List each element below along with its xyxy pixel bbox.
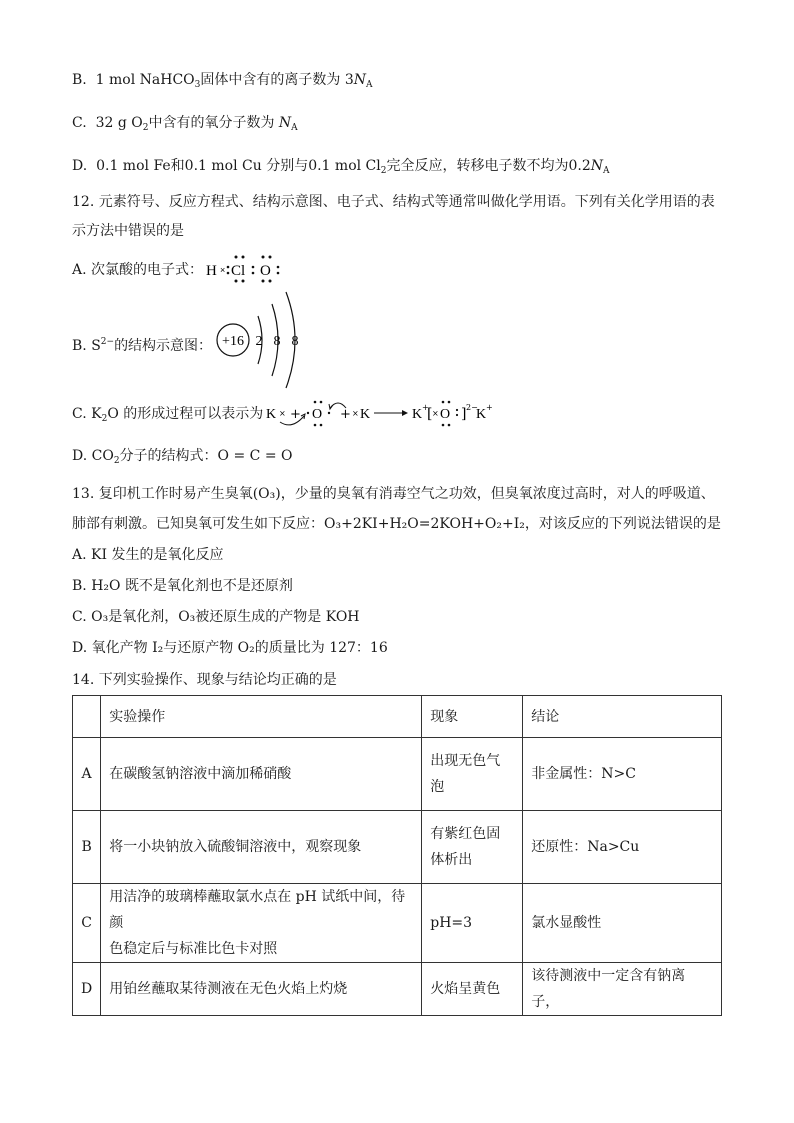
row-option: B <box>73 811 101 884</box>
shell-electrons-3: 8 <box>291 334 299 349</box>
svg-text:]: ] <box>461 406 467 422</box>
option-label: C. <box>72 115 87 131</box>
row-phenomenon: 火焰呈黄色 <box>422 963 523 1016</box>
svg-text:×: × <box>220 265 226 275</box>
experiment-table <box>72 695 722 1016</box>
svg-text:+: + <box>340 407 351 422</box>
svg-text:K: K <box>266 407 277 422</box>
q12-stem-line2: 示方法中错误的是 <box>72 223 184 239</box>
q12-option-b: B. $S^{2-}$的结构示意图： <box>72 337 213 354</box>
q13-stem-line2: 肺部有刺激。已知臭氧可发生如下反应：O₃+2KI+H₂O=2KOH+O₂+I₂，对该反应的下列说法错误的是 <box>72 516 721 532</box>
nucleus-charge: +16 <box>222 334 244 349</box>
hclo-electron-formula <box>206 253 286 285</box>
shell-electrons-2: 8 <box>273 334 281 349</box>
option-label: D. <box>72 158 88 174</box>
table-header-row <box>73 696 722 738</box>
svg-text:×: × <box>432 409 439 418</box>
svg-text:Cl: Cl <box>231 263 246 279</box>
option-label: B. <box>72 72 87 88</box>
table-row <box>73 738 722 811</box>
q11-option-c: C. 32 g $O_2$中含有的氧分子数为 $N_A$ <box>72 115 298 133</box>
q12-option-a: A. 次氯酸的电子式： <box>72 262 204 278</box>
shell-electrons-1: 2 <box>255 334 263 349</box>
row-option: A <box>73 738 101 811</box>
q13-stem-line1: 13. 复印机工作时易产生臭氧(O₃)，少量的臭氧有消毒空气之功效，但臭氧浓度过高时，对人的呼吸道、 <box>72 486 715 502</box>
svg-text:×: × <box>279 409 286 418</box>
row-conclusion: 非金属性：N>C <box>523 738 722 811</box>
row-phenomenon: pH=3 <box>422 884 523 963</box>
svg-text:2−: 2− <box>466 403 478 412</box>
q12-option-c: C. $K_2O$ 的形成过程可以表示为 <box>72 406 264 424</box>
header-phenomenon: 现象 <box>422 696 523 738</box>
svg-text:+: + <box>486 403 493 412</box>
row-operation: 将一小块钠放入硫酸铜溶液中，观察现象 <box>101 811 422 884</box>
q13-option-d: D. 氧化产物 I₂与还原产物 O₂的质量比为 127：16 <box>72 640 388 656</box>
table-row <box>73 884 722 963</box>
row-phenomenon: 有紫红色固 体析出 <box>422 811 523 884</box>
electron-dots <box>206 253 286 285</box>
q13-option-b: B. H₂O 既不是氧化剂也不是还原剂 <box>72 578 293 594</box>
k2o-formation-diagram <box>266 394 506 430</box>
svg-text:O: O <box>312 407 323 422</box>
sulfide-structure-diagram <box>214 290 314 390</box>
svg-text:[: [ <box>427 406 433 422</box>
q12-stem-line1: 12. 元素符号、反应方程式、结构示意图、电子式、结构式等通常叫做化学用语。下列有关化学用语的表 <box>72 194 715 210</box>
row-conclusion: 还原性：Na>Cu <box>523 811 722 884</box>
header-conclusion: 结论 <box>523 696 722 738</box>
svg-text:+: + <box>422 403 429 412</box>
table-row <box>73 963 722 1016</box>
row-operation: 用铂丝蘸取某待测液在无色火焰上灼烧 <box>101 963 422 1016</box>
row-option: D <box>73 963 101 1016</box>
table-row <box>73 811 722 884</box>
svg-text:O: O <box>440 407 451 422</box>
svg-text:K: K <box>476 407 487 422</box>
q14-stem: 14. 下列实验操作、现象与结论均正确的是 <box>72 672 337 688</box>
row-option: C <box>73 884 101 963</box>
atomic-structure <box>214 290 314 390</box>
q13-option-c: C. O₃是氧化剂，O₃被还原生成的产物是 KOH <box>72 609 360 625</box>
q11-option-d: D. 0.1 mol Fe和0.1 mol Cu 分别与0.1 mol $Cl_2$完全反应，转移电子数不均为$0.2N_A$ <box>72 158 610 176</box>
q11-option-b: B. 1 mol NaHCO$_3$固体中含有的离子数为 $3N_A$ <box>72 72 373 90</box>
svg-text:×: × <box>352 409 359 418</box>
row-conclusion: 该待测液中一定含有钠离子， <box>523 963 722 1016</box>
row-conclusion: 氯水显酸性 <box>523 884 722 963</box>
q13-option-a: A. KI 发生的是氧化反应 <box>72 547 224 563</box>
header-operation: 实验操作 <box>101 696 422 738</box>
svg-text:H: H <box>206 263 217 279</box>
svg-text:+: + <box>290 407 301 422</box>
formation-process <box>266 394 506 430</box>
svg-text:K: K <box>412 407 423 422</box>
header-option <box>73 696 101 738</box>
svg-text:O: O <box>260 263 271 279</box>
row-phenomenon: 出现无色气 泡 <box>422 738 523 811</box>
q12-option-d: D. $CO_2$分子的结构式：O = C = O <box>72 448 293 466</box>
row-operation: 用洁净的玻璃棒蘸取氯水点在 pH 试纸中间，待颜 色稳定后与标准比色卡对照 <box>101 884 422 963</box>
svg-text:K: K <box>360 407 371 422</box>
row-operation: 在碳酸氢钠溶液中滴加稀硝酸 <box>101 738 422 811</box>
